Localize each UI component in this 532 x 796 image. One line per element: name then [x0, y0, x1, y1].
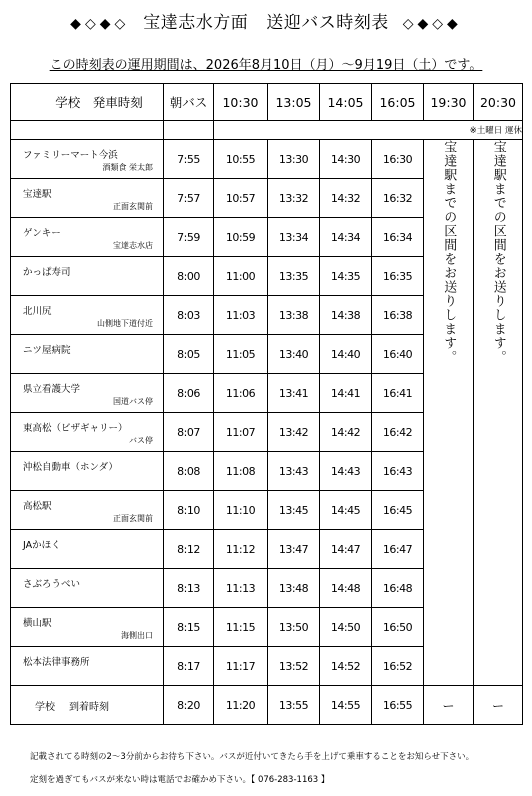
arrival-time: ー	[474, 686, 523, 725]
departure-time: 13:32	[268, 179, 320, 218]
departure-time: 13:38	[268, 296, 320, 335]
departure-time: 14:34	[320, 218, 372, 257]
stop-name: 松本法律事務所	[23, 657, 90, 668]
stop-cell	[11, 335, 164, 374]
stop-cell	[11, 296, 164, 335]
departure-time: 11:05	[214, 335, 268, 374]
departure-time: 8:13	[164, 569, 214, 608]
stop-cell	[11, 179, 164, 218]
departure-time: 13:30	[268, 140, 320, 179]
time-header: 20:30	[474, 84, 523, 121]
stop-header: 学校 発車時刻	[11, 84, 164, 121]
arrival-label	[11, 686, 164, 725]
stop-name: 県立看護大学	[23, 384, 81, 395]
stop-detail: 正面玄関前	[113, 202, 153, 211]
departure-time: 13:50	[268, 608, 320, 647]
stop-detail: バス停	[129, 436, 153, 445]
departure-time: 10:55	[214, 140, 268, 179]
saturday-note: ※土曜日 運休	[214, 121, 523, 140]
departure-time: 14:47	[320, 530, 372, 569]
stop-cell	[11, 218, 164, 257]
stop-name: 横山駅	[23, 618, 52, 629]
stop-detail: 国道バス停	[113, 397, 153, 406]
stop-cell	[11, 140, 164, 179]
evening-route-note	[424, 140, 474, 686]
arrival-time: ー	[424, 686, 474, 725]
departure-time: 16:41	[372, 374, 424, 413]
arrival-time: 8:20	[164, 686, 214, 725]
stop-cell	[11, 452, 164, 491]
arrival-label-time: 到着時刻	[69, 701, 109, 713]
departure-time: 11:00	[214, 257, 268, 296]
departure-time: 7:55	[164, 140, 214, 179]
departure-time: 8:17	[164, 647, 214, 686]
departure-time: 11:13	[214, 569, 268, 608]
departure-time: 16:34	[372, 218, 424, 257]
page-title	[0, 8, 532, 33]
departure-time: 16:42	[372, 413, 424, 452]
arrival-time: 14:55	[320, 686, 372, 725]
stop-name: 東高松（ビザギャリー）	[23, 423, 128, 434]
departure-time: 14:43	[320, 452, 372, 491]
departure-time: 16:43	[372, 452, 424, 491]
departure-time: 16:48	[372, 569, 424, 608]
stop-detail: 酒類食 栄太郎	[102, 163, 153, 172]
stop-name: 宝達駅	[23, 189, 52, 200]
departure-time: 11:17	[214, 647, 268, 686]
time-header: 16:05	[372, 84, 424, 121]
note-spacer	[11, 121, 164, 140]
stop-detail: 山側地下道付近	[97, 319, 153, 328]
title-right-diamonds: ◇◆◇◆	[402, 16, 462, 32]
note-row	[11, 121, 523, 140]
departure-time: 14:30	[320, 140, 372, 179]
arrival-time: 13:55	[268, 686, 320, 725]
stop-name: ニツ屋病院	[23, 345, 71, 356]
departure-time: 13:45	[268, 491, 320, 530]
stop-detail: 正面玄関前	[113, 514, 153, 523]
departure-time: 7:57	[164, 179, 214, 218]
departure-time: 13:40	[268, 335, 320, 374]
stop-name: JAかほく	[23, 540, 61, 551]
departure-time: 8:06	[164, 374, 214, 413]
stop-name: かっぱ寿司	[23, 267, 71, 278]
departure-time: 8:07	[164, 413, 214, 452]
departure-time: 11:10	[214, 491, 268, 530]
departure-time: 11:06	[214, 374, 268, 413]
departure-time: 11:15	[214, 608, 268, 647]
arrival-time: 16:55	[372, 686, 424, 725]
stop-cell	[11, 647, 164, 686]
note-spacer	[164, 121, 214, 140]
stop-cell	[11, 413, 164, 452]
departure-time: 14:42	[320, 413, 372, 452]
departure-time: 14:45	[320, 491, 372, 530]
time-header: 14:05	[320, 84, 372, 121]
departure-time: 14:40	[320, 335, 372, 374]
departure-time: 8:12	[164, 530, 214, 569]
title-left-diamonds: ◆◇◆◇	[70, 16, 130, 32]
stop-cell	[11, 530, 164, 569]
footer-note-wait: 記載されてる時刻の2～3分前からお待ち下さい。バスが近付いてきたら手を上げて乗車することをお知らせ下さい。	[30, 752, 475, 762]
departure-time: 13:43	[268, 452, 320, 491]
stop-cell	[11, 491, 164, 530]
departure-time: 11:08	[214, 452, 268, 491]
departure-time: 8:03	[164, 296, 214, 335]
departure-time: 7:59	[164, 218, 214, 257]
departure-time: 13:48	[268, 569, 320, 608]
departure-time: 16:40	[372, 335, 424, 374]
departure-time: 13:34	[268, 218, 320, 257]
stop-detail: 宝達志水店	[113, 241, 153, 250]
arrival-row	[11, 686, 523, 725]
departure-time: 14:50	[320, 608, 372, 647]
stop-cell	[11, 374, 164, 413]
departure-time: 16:30	[372, 140, 424, 179]
departure-time: 16:47	[372, 530, 424, 569]
departure-time: 13:42	[268, 413, 320, 452]
departure-time: 16:45	[372, 491, 424, 530]
departure-time: 14:38	[320, 296, 372, 335]
header-row	[11, 84, 523, 121]
departure-time: 16:38	[372, 296, 424, 335]
stop-name: 高松駅	[23, 501, 52, 512]
timetable	[10, 83, 523, 725]
departure-time: 14:35	[320, 257, 372, 296]
departure-time: 10:57	[214, 179, 268, 218]
title-main: 宝達志水方面	[143, 13, 249, 33]
departure-time: 8:08	[164, 452, 214, 491]
stop-name: ファミリーマート今浜	[23, 150, 118, 161]
departure-time: 8:05	[164, 335, 214, 374]
departure-time: 8:15	[164, 608, 214, 647]
title-sub: 送迎バス時刻表	[266, 13, 389, 33]
departure-time: 11:12	[214, 530, 268, 569]
stop-name: 沖松自動車（ホンダ）	[23, 462, 118, 473]
departure-time: 11:03	[214, 296, 268, 335]
departure-time: 14:32	[320, 179, 372, 218]
evening-route-text: 宝達駅までの区間をお送りします。	[490, 140, 506, 364]
operation-period-notice: この時刻表の運用期間は、2026年8月10日（月）～9月19日（土）です。	[49, 58, 483, 73]
evening-route-note	[474, 140, 523, 686]
departure-time: 16:35	[372, 257, 424, 296]
departure-time: 13:41	[268, 374, 320, 413]
arrival-time: 11:20	[214, 686, 268, 725]
departure-time: 11:07	[214, 413, 268, 452]
time-header: 朝バス	[164, 84, 214, 121]
departure-time: 16:52	[372, 647, 424, 686]
time-header: 19:30	[424, 84, 474, 121]
departure-time: 14:52	[320, 647, 372, 686]
departure-time: 14:41	[320, 374, 372, 413]
time-header: 13:05	[268, 84, 320, 121]
stop-cell	[11, 569, 164, 608]
footer-note-phone: 定刻を過ぎてもバスが来ない時は電話でお確かめ下さい。【 076-283-1163 】	[30, 775, 330, 785]
departure-time: 8:00	[164, 257, 214, 296]
arrival-label-school: 学校	[35, 701, 55, 713]
stop-cell	[11, 608, 164, 647]
stop-name: 北川尻	[23, 306, 52, 317]
departure-time: 13:47	[268, 530, 320, 569]
stop-cell	[11, 257, 164, 296]
departure-time: 16:32	[372, 179, 424, 218]
departure-time: 14:48	[320, 569, 372, 608]
departure-time: 8:10	[164, 491, 214, 530]
evening-route-text: 宝達駅までの区間をお送りします。	[441, 140, 457, 364]
departure-time: 13:35	[268, 257, 320, 296]
stop-name: さぶろうべい	[23, 579, 81, 590]
time-header: 10:30	[214, 84, 268, 121]
departure-time: 16:50	[372, 608, 424, 647]
stop-name: ゲンキー	[23, 228, 61, 239]
departure-time: 10:59	[214, 218, 268, 257]
departure-time: 13:52	[268, 647, 320, 686]
stop-detail: 海側出口	[121, 631, 153, 640]
table-row	[11, 140, 523, 179]
